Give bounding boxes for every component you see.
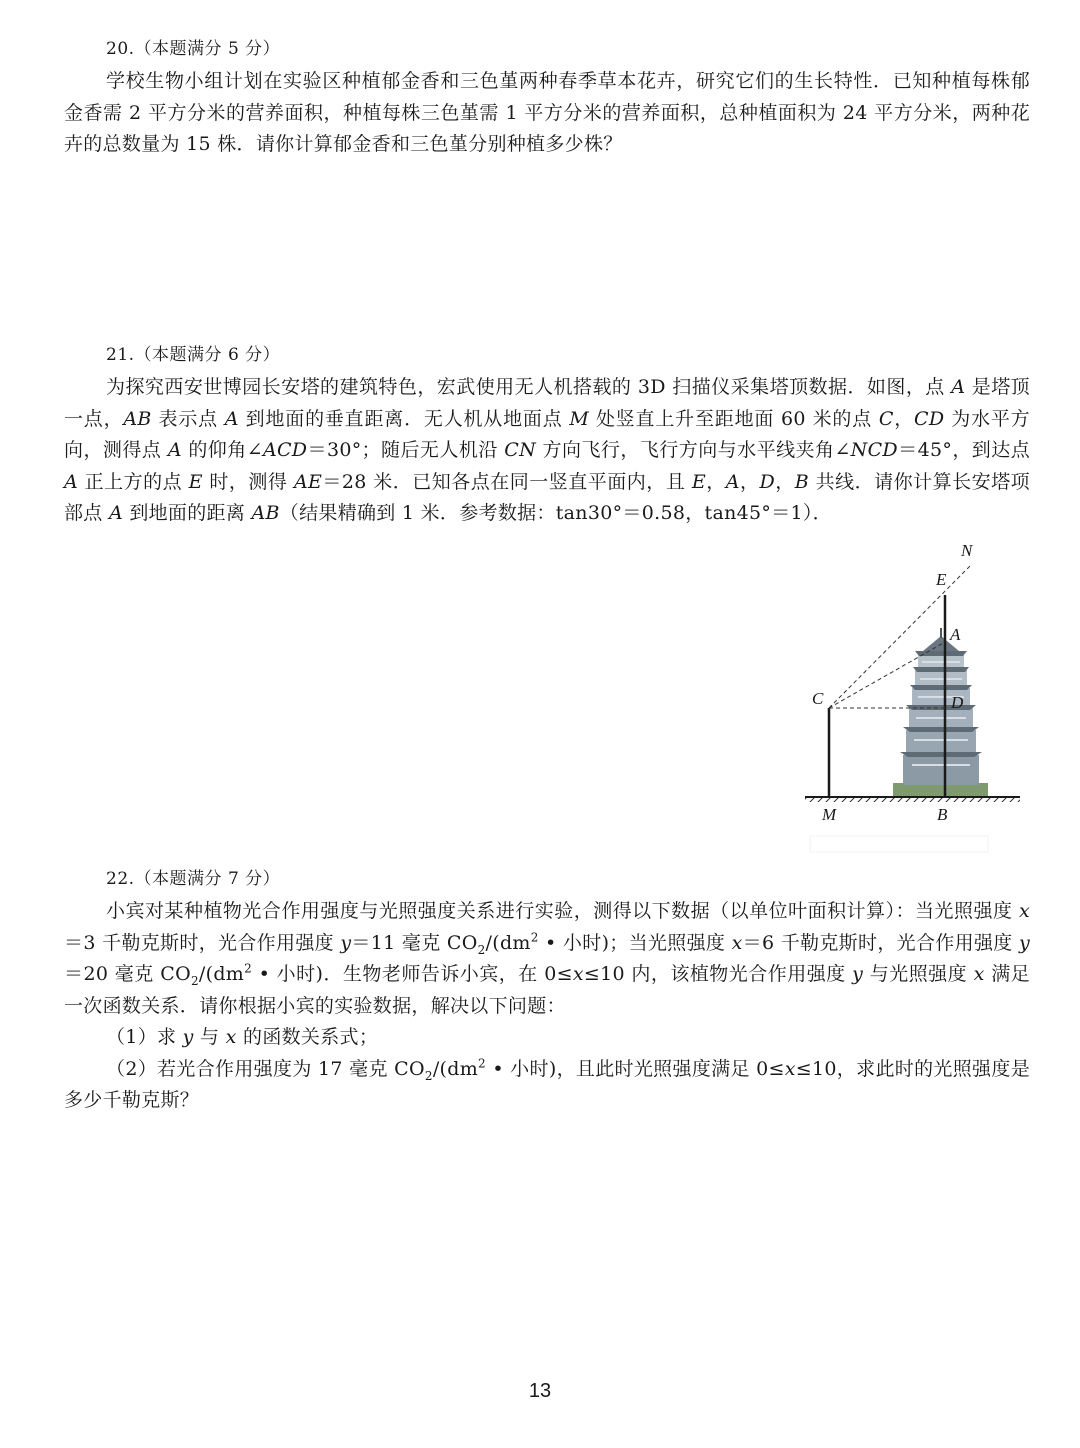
- question-22-part-2: （2）若光合作用强度为 17 毫克 $CO_2/(dm^2$ • 小时)，且此时光照强度满足 0≤x≤10，求此时的光照强度是多少千勒克斯？: [64, 1056, 1031, 1111]
- label-e: E: [936, 570, 947, 589]
- question-21: [64, 344, 1030, 530]
- question-22-text: 小宾对某种植物光合作用强度与光照强度关系进行实验，测得以下数据（以单位叶面积计算）：当光照强度 x＝3 千勒克斯时，光合作用强度 y＝11 毫克 $CO_2/(dm^2$ • 小时)；当光照强度 x＝6 千勒克斯时，光合作用强度 y＝20 毫克 $CO_2/(dm^2$ • 小时)．生物老师告诉小宾，在 0≤x≤10 内，该植物光合作用强度 y 与光照强度 x 满足一次函数关系．请你根据小宾的实验数据，解决以下问题：: [64, 900, 1031, 1017]
- tower-figure: [800, 540, 1030, 860]
- question-22: [64, 868, 1030, 1117]
- label-n: N: [961, 541, 973, 560]
- question-22-heading: 22.（本题满分 7 分）: [106, 869, 281, 889]
- question-20-text: 学校生物小组计划在实验区种植郁金香和三色堇两种春季草本花卉，研究它们的生长特性．已知种植每株郁金香需 2 平方分米的营养面积，种植每株三色堇需 1 平方分米的营养面积，总种植面积为 24 平方分米，两种花卉的总数量为 15 株．请你计算郁金香和三色堇分别种植多少株？: [64, 70, 1030, 155]
- page-number: 13: [528, 1380, 552, 1402]
- question-21-heading: 21.（本题满分 6 分）: [106, 345, 281, 365]
- label-d: D: [951, 693, 964, 712]
- question-22-part-1: （1）求 y 与 x 的函数关系式；: [106, 1026, 379, 1048]
- label-c: C: [812, 689, 824, 708]
- figure-caption-box: [810, 836, 988, 852]
- label-m: M: [822, 805, 837, 824]
- label-b: B: [937, 805, 948, 824]
- pagoda-tower-icon: [893, 628, 988, 797]
- label-a: A: [950, 625, 961, 644]
- question-20-heading: 20.（本题满分 5 分）: [106, 39, 281, 59]
- question-21-text: 为探究西安世博园长安塔的建筑特色，宏武使用无人机搭载的 3D 扫描仪采集塔顶数据．如图，点 A 是塔顶一点，AB 表示点 A 到地面的垂直距离．无人机从地面点 M 处竖直上升至距地面 60 米的点 C，CD 为水平方向，测得点 A 的仰角∠ACD＝30°；随后无人机沿 CN 方向飞行，飞行方向与水平线夹角∠NCD＝45°，到达点 A 正上方的点 E 时，测得 AE＝28 米．已知各点在同一竖直平面内，且 E，A，D，B 共线．请你计算长安塔项部点 A 到地面的距离 AB（结果精确到 1 米．参考数据：tan30°＝0.58，tan45°＝1）．: [64, 376, 1031, 524]
- question-20: [64, 38, 1030, 161]
